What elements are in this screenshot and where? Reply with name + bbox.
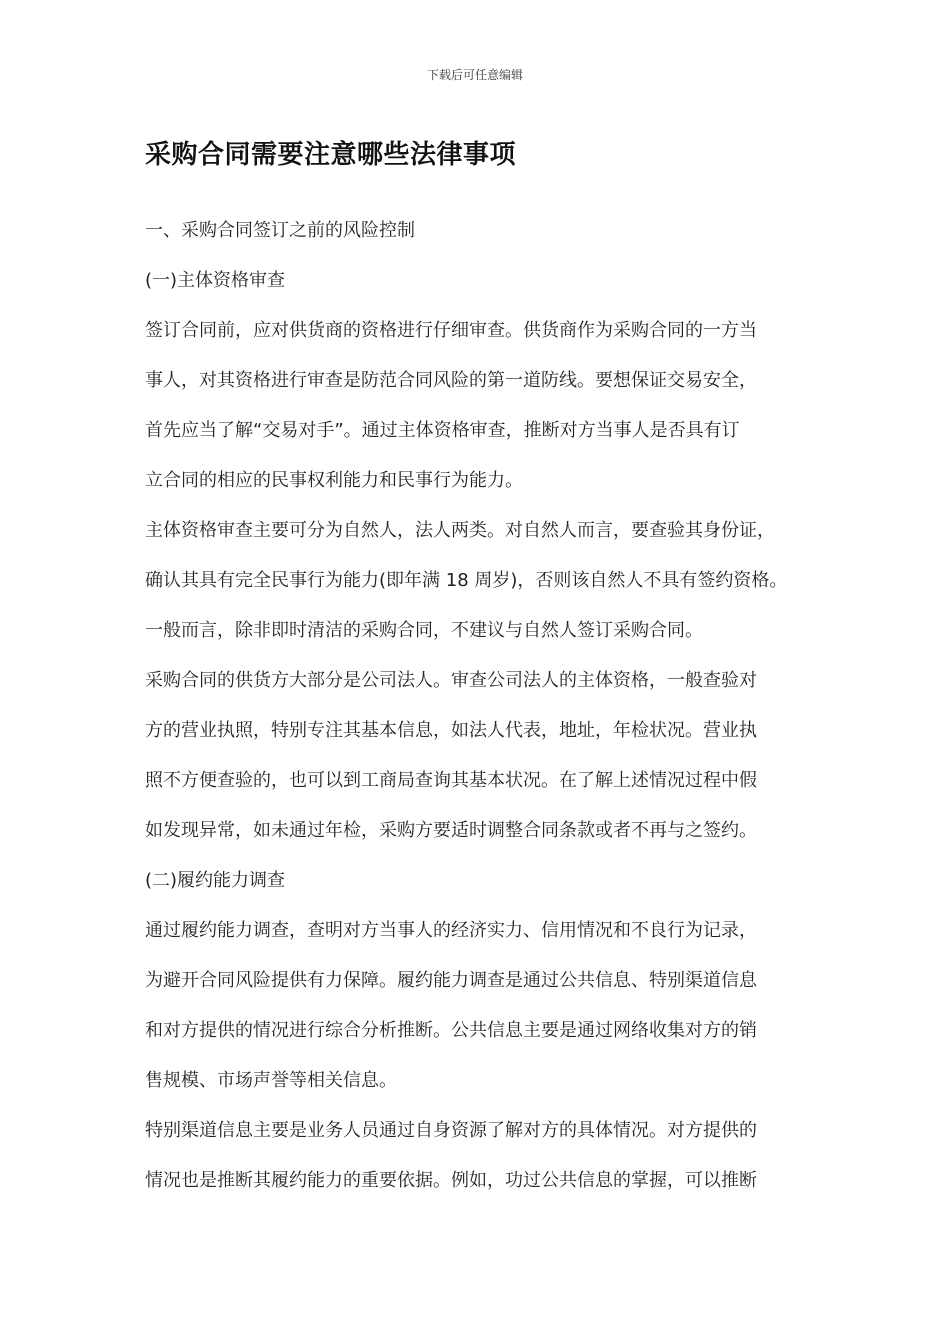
section-heading: 一、采购合同签订之前的风险控制 (145, 220, 415, 241)
paragraph-line: 为避开合同风险提供有力保障。履约能力调查是通过公共信息、特别渠道信息 (145, 970, 757, 991)
paragraph-line: 通过履约能力调查，查明对方当事人的经济实力、信用情况和不良行为记录， (145, 920, 757, 941)
paragraph-line: 和对方提供的情况进行综合分析推断。公共信息主要是通过网络收集对方的销 (145, 1020, 757, 1041)
paragraph-line: 签订合同前，应对供货商的资格进行仔细审查。供货商作为采购合同的一方当 (145, 320, 757, 341)
paragraph-line: 如发现异常，如未通过年检，采购方要适时调整合同条款或者不再与之签约。 (145, 820, 757, 841)
document-body (145, 206, 825, 1206)
subsection-heading: (二)履约能力调查 (145, 870, 286, 891)
paragraph-line: 情况也是推断其履约能力的重要依据。例如，功过公共信息的掌握，可以推断 (145, 1170, 757, 1191)
paragraph-line: 主体资格审查主要可分为自然人，法人两类。对自然人而言，要查验其身份证， (145, 520, 775, 541)
document-title: 采购合同需要注意哪些法律事项 (145, 140, 517, 170)
subsection-heading: (一)主体资格审查 (145, 270, 286, 291)
paragraph-line: 立合同的相应的民事权利能力和民事行为能力。 (145, 470, 523, 491)
header-note: 下载后可任意编辑 (426, 68, 523, 82)
paragraph-line: 确认其具有完全民事行为能力(即年满 18 周岁)，否则该自然人不具有签约资格。 (145, 570, 788, 591)
paragraph-line: 特别渠道信息主要是业务人员通过自身资源了解对方的具体情况。对方提供的 (145, 1120, 757, 1141)
paragraph-line: 首先应当了解“交易对手”。通过主体资格审查，推断对方当事人是否具有订 (145, 420, 740, 441)
paragraph-line: 采购合同的供货方大部分是公司法人。审查公司法人的主体资格，一般查验对 (145, 670, 757, 691)
paragraph-line: 售规模、市场声誉等相关信息。 (145, 1070, 397, 1091)
paragraph-line: 一般而言，除非即时清洁的采购合同，不建议与自然人签订采购合同。 (145, 620, 703, 641)
paragraph-line: 方的营业执照，特别专注其基本信息，如法人代表，地址，年检状况。营业执 (145, 720, 757, 741)
paragraph-line: 照不方便查验的，也可以到工商局查询其基本状况。在了解上述情况过程中假 (145, 770, 757, 791)
paragraph-line: 事人，对其资格进行审查是防范合同风险的第一道防线。要想保证交易安全， (145, 370, 757, 391)
